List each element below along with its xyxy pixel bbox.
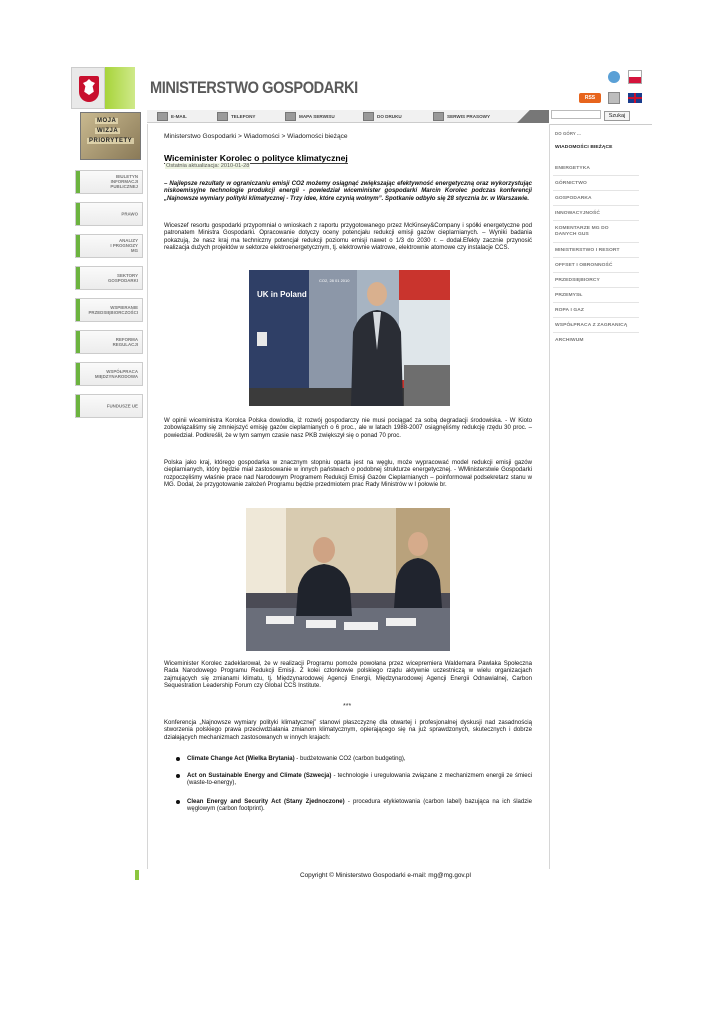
rnav-innovation[interactable]: INNOWACYJNOŚĆ bbox=[555, 211, 601, 216]
footer-accent bbox=[135, 870, 139, 880]
sidebar-item-label: REFORMA REGULACJI bbox=[112, 336, 138, 347]
sidebar-item-bip[interactable] bbox=[75, 170, 143, 194]
bullet-icon bbox=[176, 800, 180, 804]
top-menu bbox=[147, 110, 549, 123]
sidebar-item-law[interactable] bbox=[75, 202, 143, 226]
rnav-industry[interactable]: PRZEMYSŁ bbox=[555, 293, 583, 298]
english-flag-icon[interactable] bbox=[628, 93, 642, 103]
divider bbox=[553, 332, 639, 333]
polish-flag-icon[interactable] bbox=[628, 70, 642, 84]
photo-banner-text: CO2, 28 01 2010 bbox=[319, 278, 350, 283]
rnav-ministry[interactable]: MINISTERSTWO I RESORT bbox=[555, 248, 620, 253]
divider bbox=[553, 317, 639, 318]
divider bbox=[553, 287, 639, 288]
divider bbox=[553, 242, 639, 243]
site-title[interactable]: MINISTERSTWO GOSPODARKI bbox=[150, 78, 358, 97]
last-updated: Ostatnia aktualizacja: 2010-01-28 bbox=[166, 163, 250, 169]
sidebar-item-label: SEKTORY GOSPODARKI bbox=[107, 272, 138, 283]
rnav-archive[interactable]: ARCHIWUM bbox=[555, 338, 584, 343]
list-item-title: Act on Sustainable Energy and Climate (Szwecja) bbox=[187, 773, 332, 779]
menu-press[interactable]: SERWIS PRASOWY bbox=[433, 111, 490, 122]
article-paragraph: Polska jako kraj, którego gospodarka w znacznym stopniu oparta jest na węglu, może wypracować model redukcji emisji gazów cieplarnianych, który będzie miał zastosowanie w innych państwach o podobnej strukturze energetycznej. - WMinisterstwie Gospodarki rozpoczęliśmy właśnie prace nad Narodowym Programem Redukcji Emisji Gazów Cieplarnianych – poinformował podsekretarz stanu w MG. Dodał, że przygotowanie założeń Programu będzie przedmiotem prac Rady Ministrów w I połowie br. bbox=[164, 460, 532, 488]
article-title: Wiceminister Korolec o polityce klimatycznej bbox=[164, 153, 348, 163]
column-divider bbox=[147, 124, 148, 869]
phone-icon bbox=[217, 112, 228, 121]
priorities-banner[interactable] bbox=[80, 112, 141, 160]
conference-photo bbox=[249, 270, 450, 406]
divider bbox=[553, 220, 639, 221]
article-lead: – Najlepsze rezultaty w ograniczaniu emisji CO2 możemy osiągnąć zwiększając efektywność energetyczną oraz wykorzystując niskoemisyjne technologie produkcji energii - powiedział wiceminister gospodarki Marcin Korolec podczas konferencji „Najnowsze wymiary polityki klimatycznej - Trzy idee, które czynią wolnym”. Spotkanie odbyło się 28 stycznia br. w Warszawie. bbox=[164, 181, 532, 202]
sidebar-item-label: ANALIZY I PROGNOZY MG bbox=[110, 238, 138, 254]
menu-phones[interactable]: TELEFONY bbox=[217, 111, 256, 122]
search-input[interactable] bbox=[551, 110, 601, 119]
sidebar-item-label: WSPÓŁPRACA MIĘDZYNARODOWA bbox=[94, 368, 138, 379]
rnav-foreign-cooperation[interactable]: WSPÓŁPRACA Z ZAGRANICĄ bbox=[555, 323, 628, 328]
skype-icon[interactable] bbox=[608, 71, 620, 83]
sidebar-item-label: BIULETYN INFORMACJI PUBLICZNEJ bbox=[110, 174, 138, 190]
rnav-offset[interactable]: OFFSET I OBRONNOŚĆ bbox=[555, 263, 613, 268]
divider bbox=[549, 124, 652, 125]
logo-crest[interactable] bbox=[71, 67, 105, 109]
back-to-top-link[interactable]: DO GÓRY ... bbox=[555, 131, 581, 136]
divider bbox=[553, 272, 639, 273]
rnav-economy[interactable]: GOSPODARKA bbox=[555, 196, 592, 201]
panel-photo bbox=[246, 508, 450, 651]
article-paragraph: W opinii wiceministra Korolca Polska dowiodła, iż rozwój gospodarczy nie musi pociągać za sobą degradacji środowiska. - W Kioto zobowiązaliśmy się zmniejszyć emisję gazów cieplarnianych o 6 proc., ale w latach 1988-2007 osiągnęliśmy redukcję rzędu 30 proc. – powiedział. Podkreślił, że w tym samym czasie nasz PKB zwiększył się o ponad 70 proc. bbox=[164, 418, 532, 439]
list-item-text: - procedura etykietowania (carbon label) bazująca na ich śladzie węglowym (carbon footprint). bbox=[187, 799, 532, 813]
sidebar-item-international[interactable] bbox=[75, 362, 143, 386]
sidebar-item-label: WSPIERANIE PRZEDSIĘBIORCZOŚCI bbox=[88, 304, 138, 315]
press-icon bbox=[433, 112, 444, 121]
rnav-oil-gas[interactable]: ROPA I GAZ bbox=[555, 308, 584, 313]
divider bbox=[553, 302, 639, 303]
menu-sitemap[interactable]: MAPA SERWISU bbox=[285, 111, 335, 122]
rss-icon[interactable]: RSS bbox=[579, 93, 601, 103]
promo-line: PRIORYTETY bbox=[89, 138, 133, 144]
article-paragraph: Wiceminister Korolec zadeklarował, że w realizacji Programu pomoże powołana przez wicepremiera Waldemara Pawlaka Społeczna Rada Narodowego Programu Redukcji Emisji. Z kolei członkowie polskiego rządu aktywnie uczestniczą w wielu organizacjach zajmujących się zmianami klimatu, tj. Międzynarodowej Agencji Energii, Międzynarodowej Agencji Energii Odnawialnej, Carbon Sequestration Leadership Forum czy Global CCS Institute. bbox=[164, 661, 532, 689]
bullet-icon bbox=[176, 774, 180, 778]
photo-banner-text: UK in Poland bbox=[257, 290, 307, 299]
section-separator: *** bbox=[343, 703, 352, 710]
list-item-title: Clean Energy and Security Act (Stany Zjednoczone) bbox=[187, 799, 345, 805]
sidebar-item-regulation[interactable] bbox=[75, 330, 143, 354]
divider bbox=[553, 175, 639, 176]
rnav-current-news[interactable]: WIADOMOŚCI BIEŻĄCE bbox=[555, 145, 613, 150]
search-button[interactable]: Szukaj bbox=[604, 111, 630, 121]
menu-email[interactable]: E-MAIL bbox=[157, 111, 187, 122]
sitemap-icon bbox=[285, 112, 296, 121]
header-accent-bar bbox=[105, 67, 135, 109]
rnav-entrepreneurs[interactable]: PRZEDSIĘBIORCY bbox=[555, 278, 600, 283]
promo-line: WIZJA bbox=[97, 128, 119, 134]
column-divider bbox=[549, 124, 550, 869]
sidebar-item-sectors[interactable] bbox=[75, 266, 143, 290]
sidebar-item-label: FUNDUSZE UE bbox=[106, 403, 138, 409]
list-item-text: - technologie i uregulowania związane z mechanizmem energii ze śmieci (waste-to-energy), bbox=[187, 773, 532, 787]
list-item-text: - budżetowanie CO2 (carbon budgeting), bbox=[294, 756, 406, 762]
sidebar-item-analyses[interactable] bbox=[75, 234, 143, 258]
print-icon[interactable] bbox=[608, 92, 620, 104]
divider bbox=[553, 257, 639, 258]
breadcrumb[interactable]: Ministerstwo Gospodarki > Wiadomości > Wiadomości bieżące bbox=[164, 133, 348, 140]
copyright: Copyright © Ministerstwo Gospodarki e-mail: mg@mg.gov.pl bbox=[300, 872, 471, 879]
divider bbox=[553, 205, 639, 206]
sidebar-item-label: PRAWO bbox=[121, 211, 138, 217]
rnav-energy[interactable]: ENERGETYKA bbox=[555, 166, 590, 171]
printer-icon bbox=[363, 112, 374, 121]
menu-print[interactable]: DO DRUKU bbox=[363, 111, 402, 122]
promo-line: MOJA bbox=[97, 118, 117, 124]
rnav-gus-comments[interactable]: KOMENTARZE MG DO DANYCH GUS bbox=[555, 226, 609, 237]
article-paragraph: Konferencja „Najnowsze wymiary polityki klimatycznej” stanowi płaszczyznę dla otwartej i profesjonalnej dyskusji nad zasadnością stworzenia polskiego prawa przeciwdziałania zmianom klimatycznym, opierającego się na już sprawdzonych, skutecznych i dobrze działających mechanizmach zastosowanych w innych krajach: bbox=[164, 720, 532, 741]
article-paragraph: Wiceszef resortu gospodarki przypomniał o wnioskach z raportu przygotowanego przez McKinsey&Company i spółki energetyczne pod patronatem Ministra Gospodarki. Opracowanie dotyczy oceny potencjału redukcji emisji gazów cieplarnianych. – Wyniki badania pokazują, że nasz kraj ma techniczny potencjał redukcji poziomu emisji nawet o 1/3 do 2030 r. – dodał.Efekty zacznie przynosić realizacja dużych projektów w sektorze elektroenergetycznym, tj. elektrownie wiatrowe, elektrownie atomowe czy instalacje CCS. bbox=[164, 223, 532, 251]
list-item-title: Climate Change Act (Wielka Brytania) bbox=[187, 756, 295, 762]
bullet-icon bbox=[176, 757, 180, 761]
sidebar-item-eu-funds[interactable] bbox=[75, 394, 143, 418]
sidebar-item-enterprise[interactable] bbox=[75, 298, 143, 322]
divider bbox=[553, 190, 639, 191]
rnav-mining[interactable]: GÓRNICTWO bbox=[555, 181, 587, 186]
envelope-icon bbox=[157, 112, 168, 121]
